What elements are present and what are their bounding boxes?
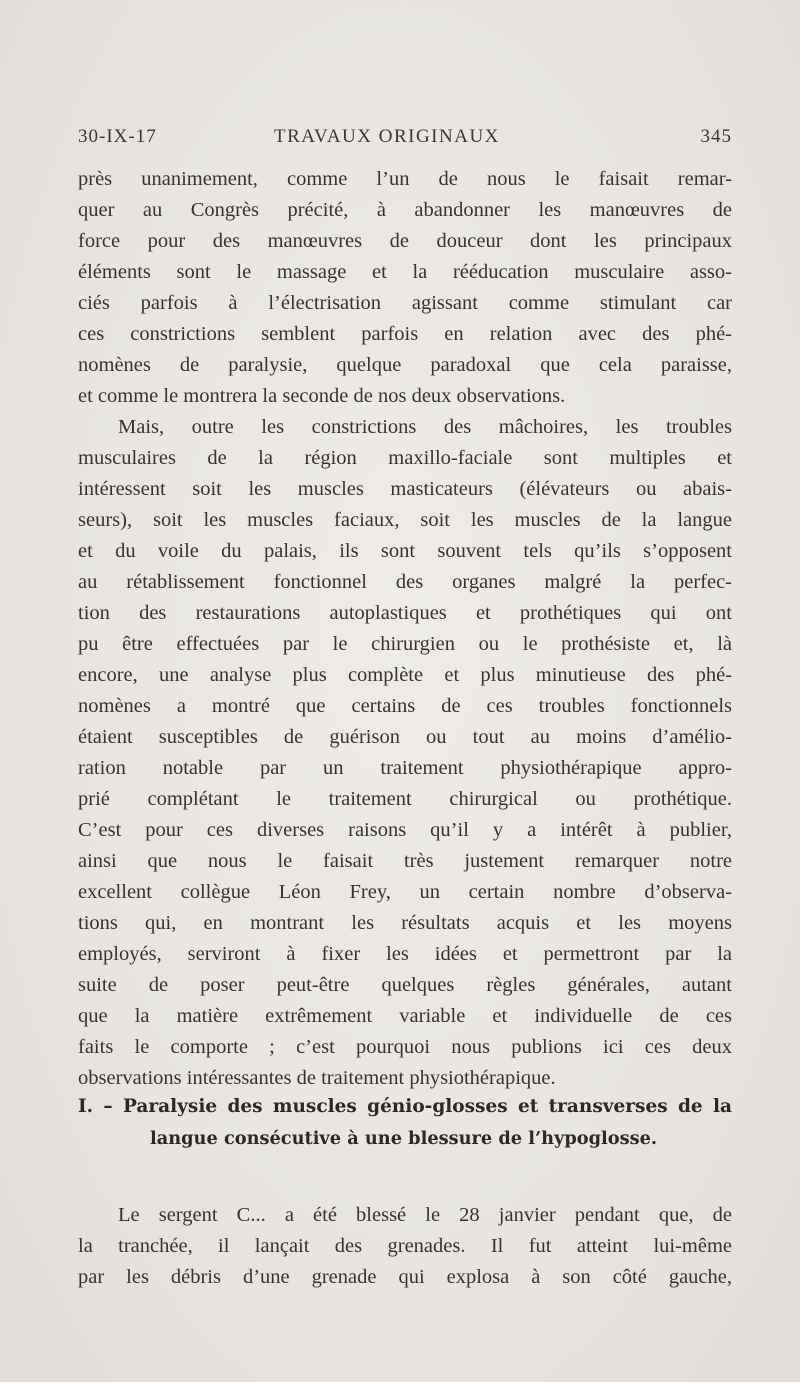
text-line: excellent collègue Léon Frey, un certain nombre d’observa-: [78, 881, 732, 903]
text-line: employés, serviront à fixer les idées et permettront par la: [78, 943, 732, 965]
header-section-title: TRAVAUX ORIGINAUX: [274, 126, 500, 147]
text-line: musculaires de la région maxillo-faciale sont multiples et: [78, 447, 732, 469]
text-line: que la matière extrêmement variable et individuelle de ces: [78, 1005, 732, 1027]
text-line: ainsi que nous le faisait très justement remarquer notre: [78, 850, 732, 872]
text-line: ciés parfois à l’électrisation agissant comme stimulant car: [78, 292, 732, 314]
text-line: Le sergent C... a été blessé le 28 janvier pendant que, de: [118, 1204, 732, 1226]
text-line: quer au Congrès précité, à abandonner les manœuvres de: [78, 199, 732, 221]
section-heading-line-1: I. – Paralysie des muscles génio-glosses et transverses de la: [78, 1096, 732, 1117]
header-date: 30-IX-17: [78, 126, 157, 147]
text-line: nomènes de paralysie, quelque paradoxal que cela paraisse,: [78, 354, 732, 376]
text-line: seurs), soit les muscles faciaux, soit les muscles de la langue: [78, 509, 732, 531]
text-line: observations intéressantes de traitement physiothérapique.: [78, 1067, 556, 1089]
text-line: au rétablissement fonctionnel des organes malgré la perfec-: [78, 571, 732, 593]
running-header: [78, 126, 732, 154]
text-line: tions qui, en montrant les résultats acquis et les moyens: [78, 912, 732, 934]
text-line: par les débris d’une grenade qui explosa à son côté gauche,: [78, 1266, 732, 1288]
text-line: pu être effectuées par le chirurgien ou le prothésiste et, là: [78, 633, 732, 655]
text-line: encore, une analyse plus complète et plus minutieuse des phé-: [78, 664, 732, 686]
text-line: près unanimement, comme l’un de nous le faisait remar-: [78, 168, 732, 190]
text-line: nomènes a montré que certains de ces troubles fonctionnels: [78, 695, 732, 717]
text-line: et du voile du palais, ils sont souvent tels qu’ils s’opposent: [78, 540, 732, 562]
text-line: ces constrictions semblent parfois en relation avec des phé-: [78, 323, 732, 345]
text-line: étaient susceptibles de guérison ou tout au moins d’amélio-: [78, 726, 732, 748]
text-line: la tranchée, il lançait des grenades. Il fut atteint lui-même: [78, 1235, 732, 1257]
page-number: 345: [700, 126, 732, 147]
text-line: force pour des manœuvres de douceur dont les principaux: [78, 230, 732, 252]
section-heading-line-2: langue consécutive à une blessure de l’hypoglosse.: [150, 1128, 658, 1149]
text-line: C’est pour ces diverses raisons qu’il y a intérêt à publier,: [78, 819, 732, 841]
text-line: faits le comporte ; c’est pourquoi nous publions ici ces deux: [78, 1036, 732, 1058]
text-line: suite de poser peut-être quelques règles générales, autant: [78, 974, 732, 996]
text-line: et comme le montrera la seconde de nos deux observations.: [78, 385, 566, 407]
text-line: éléments sont le massage et la rééducation musculaire asso-: [78, 261, 732, 283]
text-line: tion des restaurations autoplastiques et prothétiques qui ont: [78, 602, 732, 624]
text-line: prié complétant le traitement chirurgical ou prothétique.: [78, 788, 732, 810]
text-line: ration notable par un traitement physiothérapique appro-: [78, 757, 732, 779]
text-line: Mais, outre les constrictions des mâchoires, les troubles: [118, 416, 732, 438]
text-line: intéressent soit les muscles masticateurs (élévateurs ou abais-: [78, 478, 732, 500]
